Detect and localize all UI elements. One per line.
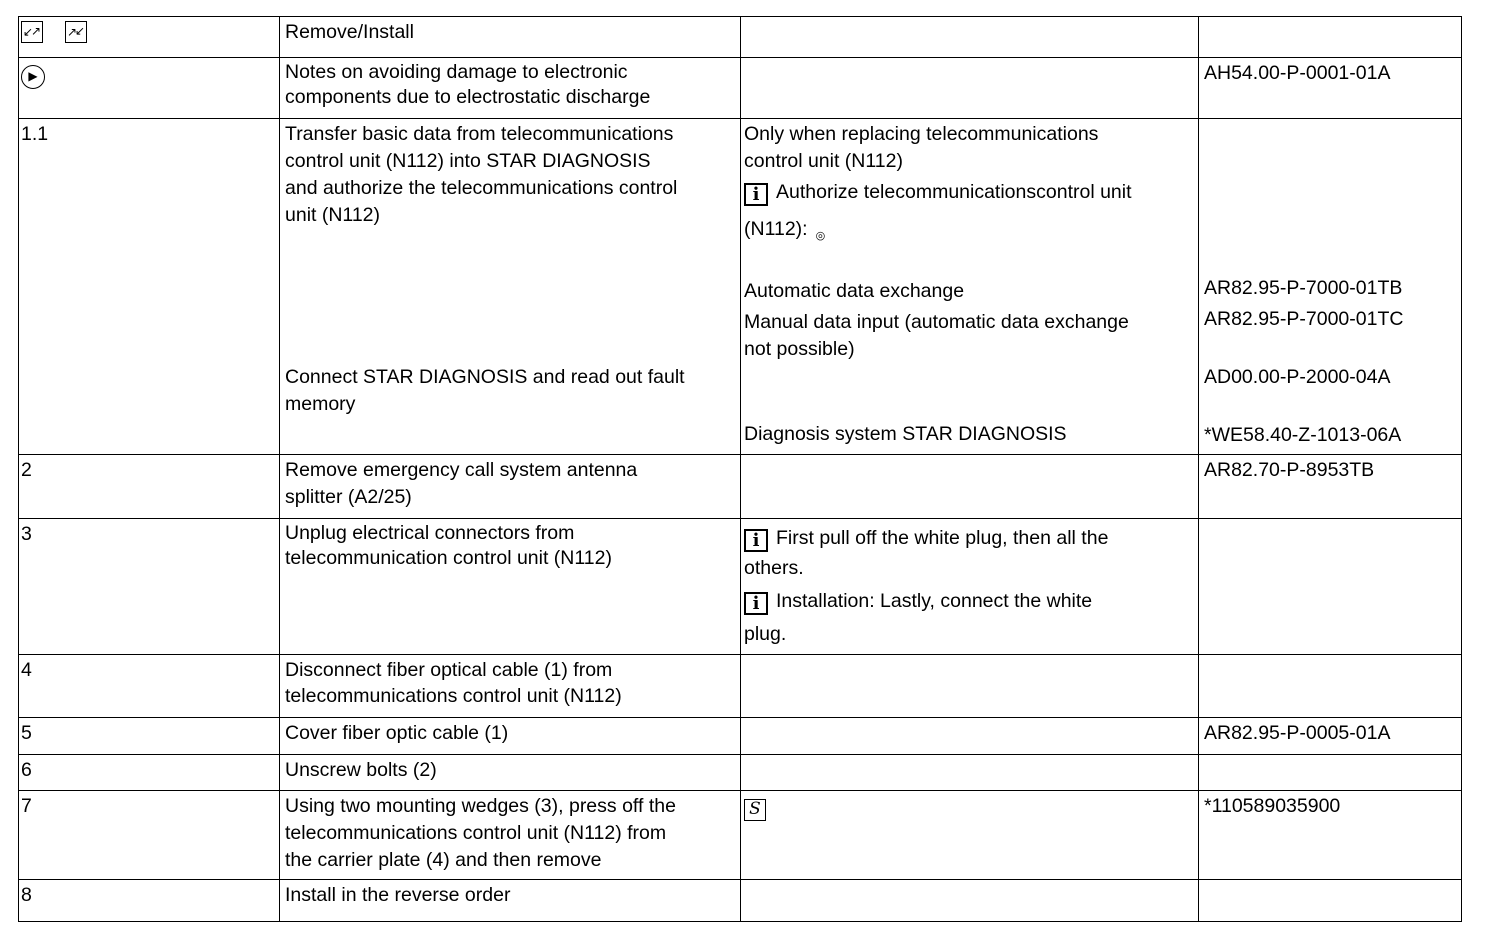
step-number: 7 (21, 795, 32, 817)
section-title: Remove/Install (285, 21, 414, 43)
step-text-line: telecommunication control unit (N112) (285, 547, 612, 569)
step-text-line: Unplug electrical connectors from (285, 522, 575, 544)
authorize-note-line: (N112): (744, 218, 808, 240)
diagnosis-system-text: Diagnosis system STAR DIAGNOSIS (744, 423, 1067, 445)
step-ref-link[interactable]: AR82.95-P-0005-01A (1204, 722, 1391, 744)
tool-ref-link[interactable]: *110589035900 (1204, 795, 1341, 817)
condition-note-line: control unit (N112) (744, 150, 903, 172)
step-text-line: and authorize the telecommunications control (285, 177, 678, 199)
step-text-line: telecommunications control unit (N112) from (285, 822, 667, 844)
info-note-line: plug. (744, 623, 787, 645)
step-text: Unscrew bolts (2) (285, 759, 437, 781)
step-number: 5 (21, 722, 32, 744)
authorize-note-line: Authorize telecommunicationscontrol unit (776, 181, 1132, 203)
info-icon: i (744, 592, 768, 615)
step-number: 4 (21, 659, 32, 681)
info-note-line: Installation: Lastly, connect the white (776, 590, 1093, 612)
step-number: 2 (21, 459, 32, 481)
esd-note-line: Notes on avoiding damage to electronic (285, 61, 628, 83)
step-number: 3 (21, 523, 32, 545)
step-text-line: Remove emergency call system antenna (285, 459, 638, 481)
step-text-line: telecommunications control unit (N112) (285, 685, 622, 707)
step-text: Cover fiber optic cable (1) (285, 722, 509, 744)
table-row (19, 17, 1462, 58)
table-row (19, 755, 1462, 791)
table-row (19, 119, 1462, 455)
connect-text-line: Connect STAR DIAGNOSIS and read out fault (285, 366, 685, 388)
info-icon: i (744, 529, 768, 552)
step-number: 8 (21, 884, 32, 906)
info-note-line: First pull off the white plug, then all the (776, 527, 1109, 549)
table-row (19, 455, 1462, 519)
collapse-icon[interactable] (65, 21, 87, 43)
info-note-line: others. (744, 557, 804, 579)
condition-note-line: Only when replacing telecommunications (744, 123, 1099, 145)
esd-warning-icon: ▶ (21, 65, 45, 89)
step-text-line: splitter (A2/25) (285, 486, 412, 508)
step-text-line: the carrier plate (4) and then remove (285, 849, 602, 871)
step-number: 6 (21, 759, 32, 781)
connect-ref-link[interactable]: AD00.00-P-2000-04A (1204, 366, 1391, 388)
table-row (19, 791, 1462, 880)
diagnosis-ref-link[interactable]: *WE58.40-Z-1013-06A (1204, 424, 1402, 446)
table-row (19, 718, 1462, 755)
esd-note-line: components due to electrostatic discharge (285, 86, 651, 108)
esd-ref-link[interactable]: AH54.00-P-0001-01A (1204, 62, 1391, 84)
procedure-table (18, 16, 1462, 922)
step-number: 1.1 (21, 123, 49, 145)
step-text-line: Using two mounting wedges (3), press off the (285, 795, 676, 817)
table-row (19, 519, 1462, 655)
info-icon: i (744, 183, 768, 206)
step-text-line: Transfer basic data from telecommunications (285, 123, 674, 145)
step-text-line: Disconnect fiber optical cable (1) from (285, 659, 613, 681)
step-text-line: control unit (N112) into STAR DIAGNOSIS (285, 150, 651, 172)
step-text: Install in the reverse order (285, 884, 511, 906)
link-marker-icon[interactable]: ◎ (815, 230, 826, 242)
expand-icon[interactable] (21, 21, 43, 43)
table-row (19, 58, 1462, 119)
special-tool-icon[interactable]: S (744, 799, 766, 821)
step-ref-link[interactable]: AR82.70-P-8953TB (1204, 459, 1375, 481)
manual-input-line: not possible) (744, 338, 855, 360)
manual-input-line: Manual data input (automatic data exchange (744, 311, 1129, 333)
manual-ref-link[interactable]: AR82.95-P-7000-01TC (1204, 308, 1404, 330)
auto-exchange-text: Automatic data exchange (744, 280, 965, 302)
table-row (19, 880, 1462, 922)
step-text-line: unit (N112) (285, 204, 381, 226)
table-row (19, 655, 1462, 718)
auto-ref-link[interactable]: AR82.95-P-7000-01TB (1204, 277, 1403, 299)
connect-text-line: memory (285, 393, 356, 415)
